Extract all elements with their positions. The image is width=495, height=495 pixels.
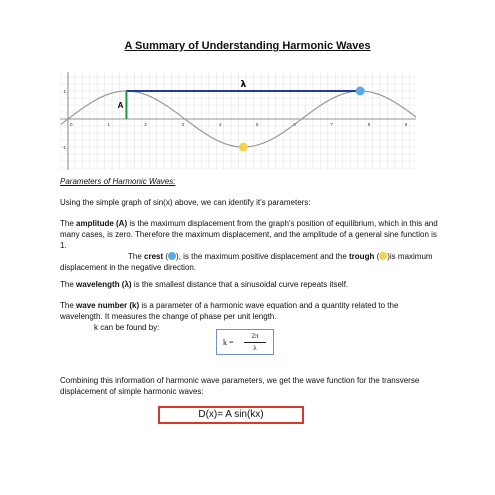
wavelength-paragraph: The wavelength (λ) is the smallest distance that a sinusoidal curve repeats itself.	[60, 280, 349, 289]
y-tick-label: 1	[63, 89, 66, 94]
y-tick-label: -1	[61, 145, 66, 150]
x-tick-label: 8	[367, 122, 371, 127]
formula-fraction-bar	[244, 342, 266, 343]
wavenumber-formula	[216, 329, 274, 355]
x-tick-label: 6	[293, 122, 296, 127]
crest-marker	[356, 87, 365, 96]
formula-denominator: λ	[253, 344, 257, 352]
wave-function-text: D(x)= A sin(kx)	[198, 409, 264, 420]
trough-dot-icon	[379, 252, 387, 260]
x-tick-label: 7	[330, 122, 333, 127]
x-tick-label: 2	[144, 122, 147, 127]
wavenumber-paragraph: The wave number (k) is a parameter of a harmonic wave equation and a quantity related to the wavelength. It measures the change of phase per unit length.	[60, 301, 399, 321]
amplitude-label: A	[117, 101, 124, 110]
amplitude-paragraph: The amplitude (A) is the maximum displacement from the graph's position of equilibrium, which in this and many cases, is zero. Therefore the maximum displacement, and the amplitude of a general sine function is 1.	[60, 219, 438, 250]
parameters-heading: Parameters of Harmonic Waves:	[60, 177, 176, 186]
x-tick-label: 1	[107, 122, 110, 127]
x-tick-label: 9	[404, 122, 408, 127]
found-by-text: k can be found by:	[94, 323, 160, 332]
sine-graph	[60, 72, 416, 170]
x-tick-label: 4	[218, 122, 222, 127]
formula-lhs: k =	[223, 338, 234, 347]
crest-paragraph: The crest ( ), is the maximum positive displacement and the trough ( )is maximum displacement in the negative direction.	[60, 252, 433, 272]
crest-dot-icon	[168, 252, 176, 260]
graph-grid	[60, 72, 416, 170]
x-tick-label: 0	[70, 122, 73, 127]
graph-axes	[60, 72, 416, 170]
x-tick-label: 5	[256, 122, 259, 127]
wavelength-label: λ	[240, 80, 247, 90]
wave-function-box	[158, 406, 304, 424]
combining-paragraph: Combining this information of harmonic wave parameters, we get the wave function for the transverse displacement of simple harmonic waves:	[60, 376, 420, 396]
formula-numerator: 2π	[251, 332, 259, 340]
trough-marker	[239, 143, 248, 152]
page-title: A Summary of Understanding Harmonic Waves	[124, 40, 371, 52]
intro-text: Using the simple graph of sin(x) above, we can identify it's parameters:	[60, 198, 311, 207]
x-tick-label: 3	[181, 122, 185, 127]
